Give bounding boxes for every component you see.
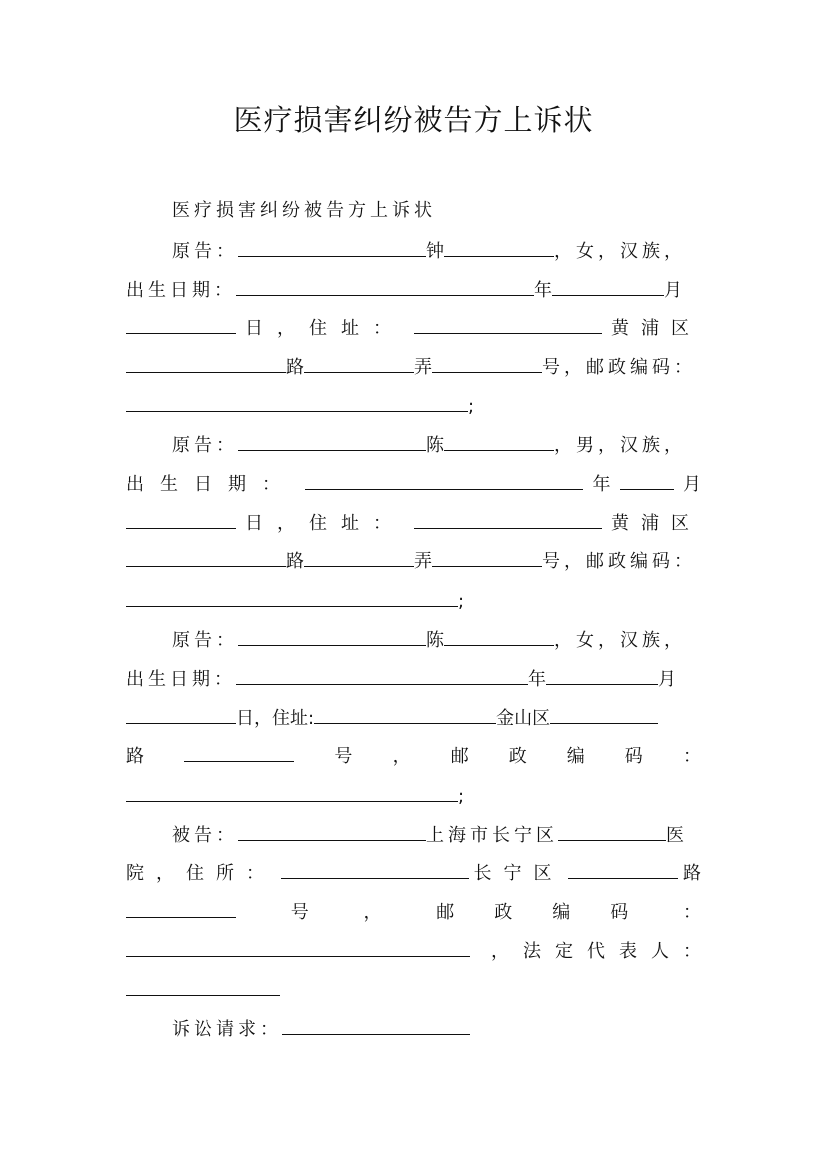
plaintiff1-gender-ethnicity: ，女，汉族，: [554, 241, 686, 262]
blank-field: [126, 975, 280, 996]
defendant-line3: 号 ， 邮政编码 ：: [126, 897, 701, 925]
plaintiff3-line3: 日，住址: 金山区: [126, 703, 701, 731]
claims-label: 诉讼请求：: [172, 1019, 282, 1040]
plaintiff1-line1: [172, 236, 701, 264]
defendant-line5: [126, 975, 701, 1003]
plaintiff2-line4: 路 弄 号，邮政编码：: [126, 546, 701, 574]
defendant-line4: ，法定代表人：: [126, 936, 701, 964]
blank-field: [414, 313, 602, 334]
blank-field: [550, 703, 658, 724]
blank-field: [304, 352, 414, 373]
blank-field: [282, 1014, 470, 1035]
defendant-line2: 院，住所： 长宁区 路: [126, 858, 701, 886]
blank-field: [444, 430, 554, 451]
blank-field: [414, 508, 602, 529]
blank-field: [238, 820, 426, 841]
blank-field: [305, 469, 583, 490]
document-subtitle: 医疗损害纠纷被告方上诉状: [172, 200, 436, 221]
blank-field: [126, 546, 286, 567]
document-title: 医疗损害纠纷被告方上诉状: [233, 103, 594, 137]
plaintiff2-surname: 陈: [426, 435, 444, 456]
plaintiff1-surname: 钟: [426, 241, 444, 262]
blank-field: [314, 703, 496, 724]
plaintiff2-line2: 出生日期： 年 月: [126, 469, 701, 497]
plaintiff1-line3: 日，住址： 黄浦区: [126, 313, 701, 341]
blank-field: [281, 858, 469, 879]
defendant-label: 被告：: [172, 825, 238, 846]
blank-field: [552, 275, 664, 296]
plaintiff2-line3: 日，住址： 黄浦区: [126, 508, 701, 536]
plaintiff3-line5: ;: [126, 781, 701, 809]
blank-field: [238, 430, 426, 451]
plaintiff1-line5: ;: [126, 391, 701, 419]
blank-field: [184, 741, 294, 762]
plaintiff-label: 原告：: [172, 241, 238, 262]
blank-field: [558, 820, 666, 841]
blank-field: [568, 858, 678, 879]
plaintiff3-line1: 原告： 陈 ，女，汉族，: [172, 625, 701, 653]
blank-field: [236, 664, 528, 685]
blank-field: [126, 936, 470, 957]
blank-field: [126, 897, 236, 918]
plaintiff3-line2: 出生日期： 年 月: [126, 664, 701, 692]
blank-field: [620, 469, 674, 490]
blank-field: [238, 625, 426, 646]
plaintiff3-line4: 路 号 ， 邮政编码 ：: [126, 741, 701, 769]
defendant-line1: 被告： 上海市长宁区 医: [172, 820, 701, 848]
blank-field: [126, 352, 286, 373]
plaintiff3-surname: 陈: [426, 630, 444, 651]
blank-field: [546, 664, 658, 685]
blank-field: [432, 352, 542, 373]
plaintiff1-line2: 出生日期： 年 月: [126, 275, 701, 303]
blank-field: [126, 781, 458, 802]
blank-field: [126, 586, 458, 607]
blank-field: [444, 625, 554, 646]
blank-field: [238, 236, 426, 257]
blank-field: [236, 275, 534, 296]
blank-field: [444, 236, 554, 257]
blank-field: [126, 391, 468, 412]
plaintiff2-line5: ;: [126, 586, 701, 614]
blank-field: [126, 703, 236, 724]
blank-field: [432, 546, 542, 567]
blank-field: [304, 546, 414, 567]
plaintiff1-line4: 路 弄 号，邮政编码：: [126, 352, 701, 380]
claims-line: [172, 1014, 701, 1042]
plaintiff-label: 原告：: [172, 630, 238, 651]
blank-field: [126, 313, 236, 334]
blank-field: [126, 508, 236, 529]
plaintiff2-line1: 原告： 陈 ，男，汉族，: [172, 430, 701, 458]
plaintiff-label: 原告：: [172, 435, 238, 456]
